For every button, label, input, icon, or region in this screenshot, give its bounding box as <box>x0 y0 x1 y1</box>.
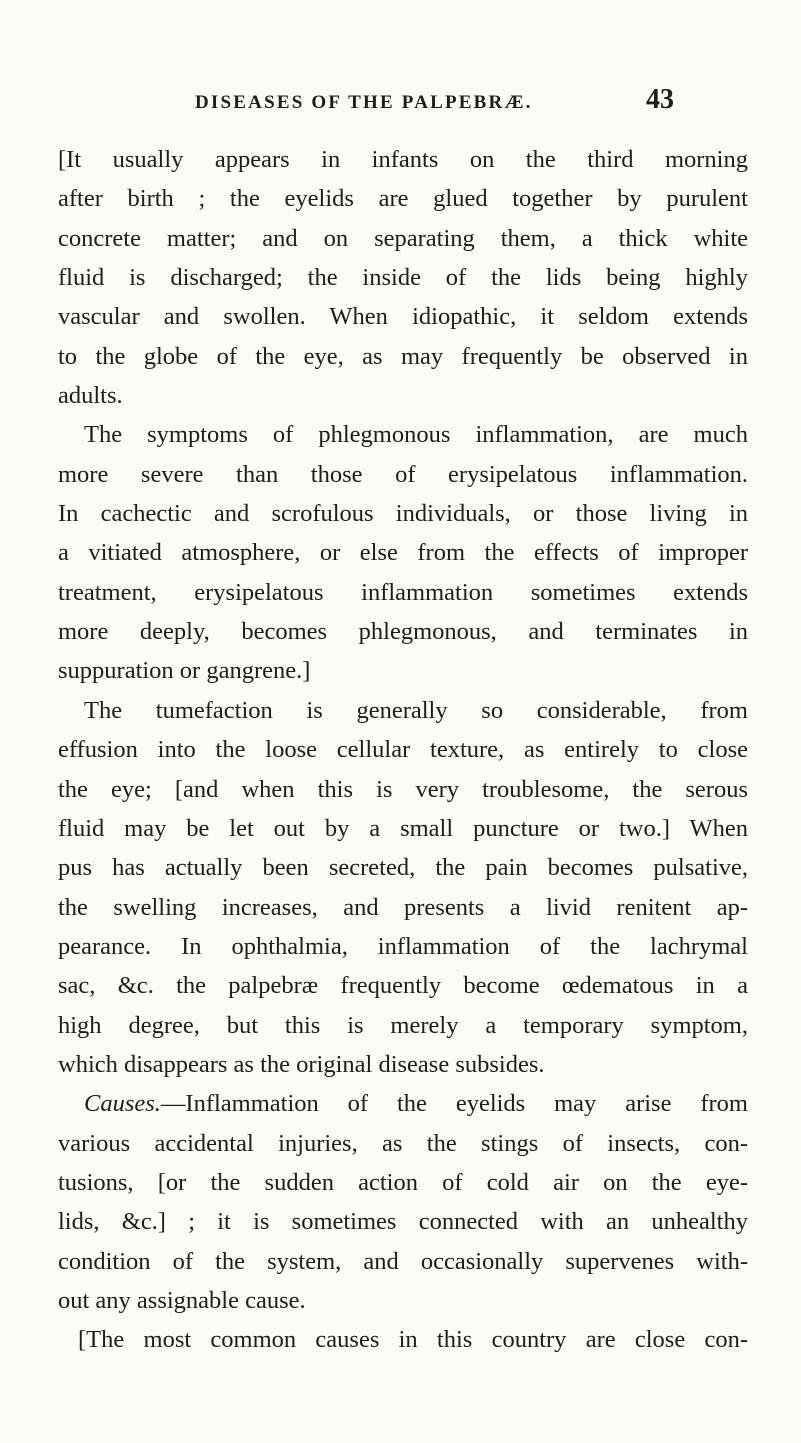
text-line: effusion into the loose cellular texture, as entirely to close <box>58 736 748 764</box>
text-line: out any assignable cause. <box>58 1286 306 1314</box>
text-line: the swelling increases, and presents a livid renitent ap- <box>58 893 748 921</box>
text-line: after birth ; the eyelids are glued together by purulent <box>58 185 748 213</box>
text-line: the eye; [and when this is very troublesome, the serous <box>58 775 748 803</box>
text-line: [The most common causes in this country are close con- <box>78 1326 748 1354</box>
text-line: fluid may be let out by a small puncture or two.] When <box>58 814 748 842</box>
body-text <box>58 140 748 1360</box>
text-line: fluid is discharged; the inside of the lids being highly <box>58 264 748 292</box>
text-line: lids, &c.] ; it is sometimes connected with an unhealthy <box>58 1208 748 1236</box>
text-line: The tumefaction is generally so considerable, from <box>84 696 748 724</box>
text-line: more severe than those of erysipelatous inflammation. <box>58 460 748 488</box>
text-line: sac, &c. the palpebræ frequently become œdematous in a <box>58 972 748 1000</box>
causes-text: —Inflammation of the eyelids may arise from <box>160 1090 748 1118</box>
text-line: [It usually appears in infants on the third morning <box>58 146 748 173</box>
text-line: a vitiated atmosphere, or else from the effects of improper <box>58 539 748 567</box>
text-line <box>58 1084 748 1123</box>
text-line: to the globe of the eye, as may frequently be observed in <box>58 342 748 370</box>
text-line: pus has actually been secreted, the pain becomes pulsative, <box>58 854 748 882</box>
causes-label: Causes. <box>84 1090 161 1118</box>
text-line: various accidental injuries, as the stings of insects, con- <box>58 1129 748 1157</box>
text-line: adults. <box>58 382 123 410</box>
text-line: high degree, but this is merely a temporary symptom, <box>58 1011 748 1039</box>
text-line: pearance. In ophthalmia, inflammation of the lachrymal <box>58 932 748 960</box>
text-line: which disappears as the original disease subsides. <box>58 1050 545 1078</box>
page-number: 43 <box>646 84 674 115</box>
text-line: suppuration or gangrene.] <box>58 657 311 685</box>
text-line: tusions, [or the sudden action of cold air on the eye- <box>58 1168 748 1196</box>
text-line: In cachectic and scrofulous individuals, or those living in <box>58 500 748 528</box>
text-line: condition of the system, and occasionally supervenes with- <box>58 1247 748 1275</box>
text-line: vascular and swollen. When idiopathic, it seldom extends <box>58 303 748 331</box>
running-title: DISEASES OF THE PALPEBRÆ. <box>195 92 533 113</box>
text-line: concrete matter; and on separating them, a thick white <box>58 224 748 252</box>
text-line: The symptoms of phlegmonous inflammation, are much <box>84 421 748 449</box>
text-line: more deeply, becomes phlegmonous, and terminates in <box>58 618 748 646</box>
text-line: treatment, erysipelatous inflammation sometimes extends <box>58 578 748 606</box>
running-head <box>0 80 801 120</box>
